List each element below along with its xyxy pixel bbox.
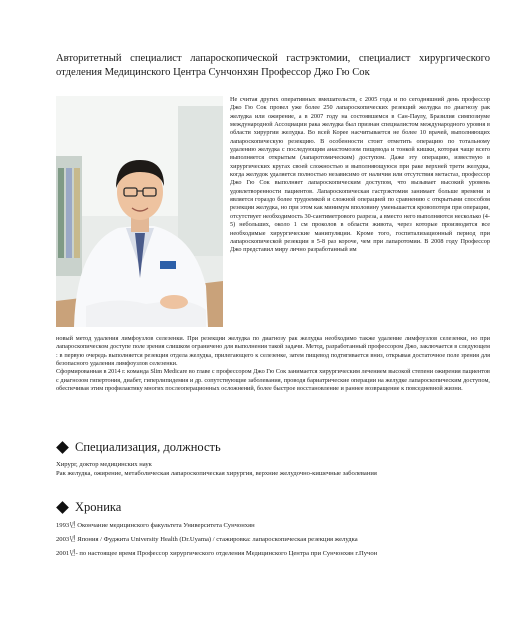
chronicle-heading-text: Хроника <box>75 500 122 514</box>
chronicle-year: 2001년 <box>56 550 76 557</box>
main-paragraph-side <box>230 96 490 255</box>
specialization-heading <box>56 440 221 455</box>
body-full-2: Сформированная в 2014 г. команда Slim Medicare во главе с профессором Джо Гю Сок занимается хирургическим лечением высокой степени ожирения пациентов с диагнозом гипертония, диабет, гиперлипидемия и др. сопутствующие заболевания, проводя бариатрические операции на желудке лапароскопическим доступом, обеспечивая этим профилактику многих послеоперационных осложнений, более быстрое восстановление и раннее возвращение к повседневной жизни. <box>56 368 490 393</box>
document-title: Авторитетный специалист лапароскопической гастрэктомии, специалист хирургического отделения Медицинского Центра Сунчонхян Профессор Джо Гю Сок <box>56 53 490 78</box>
chronicle-text: Япония / Фуджита University Health (Dr.Uyama) / стажировка: лапароскопическая резекция желудка <box>75 536 358 543</box>
doctor-photo <box>56 96 223 327</box>
chronicle-text: Окончание медицинского факультета Университета Сунчонхян <box>75 522 255 529</box>
diamond-bullet-icon <box>56 501 69 514</box>
body-full-1: новый метод удаления лимфоузлов селезенки. При резекции желудка по диагнозу рак желудка необходимо также удаление лимфоузлов селезенки, но при лапароскопическом доступе поле зрения слишком ограничено для выполнения такой задачи. Метод, разработанный профессором Джо, заключается в следующем : в первую очередь выполняется резекция отдела желудка, прилегающего к селезенке, затем пищевод подтягивается вниз, открывая достаточное поле зрения для безопасного удаления лимфоузлов селезенки. <box>56 335 490 368</box>
chronicle-item <box>56 535 490 544</box>
specialization-line-1: Хирург, доктор медицинских наук <box>56 461 152 468</box>
main-paragraph-full <box>56 335 490 393</box>
chronicle-item <box>56 549 490 558</box>
body-side-text: Не считая других оперативных вмешательств, с 2005 года и по сегодняшний день профессор Джо Гю Сок провел уже более 250 лапароскопических резекций желудка по диагнозу рак желудка или ожирение, а в 2007 году на состоявшемся в Сан-Паулу, Бразилия симпозиуме международной Ассоциации рака желудка был признан специалистом международного уровня в области хирургии желудка. Во всей Корее насчитывается не более 10 врачей, выполняющих лапароскопическую резекцию. В особенности стоит отметить операцию по тотальному удалению желудка с последующим анастомозом пищевода и тонкой кишки, которая чаще всего выполняется открытым (лапаротомическим) доступом. Даже эту операцию, известную в хирургических кругах своей сложностью и выполняющуюся при раке верхней трети желудка, когда желудок удаляется полностью независимо от наличия или отсутствия метастаз, профессор Джо Гю Сок выполняет лапароскопическим доступом, что вызывает высокий уровень удовлетворенности пациентов. Лапароскопическая гастрэктомия занимает больше времени и является гораздо более трудоемкой и сложной операцией по сравнению с открытыми способом резекции желудка, но при этом как минимум вполовину уменьшается кровопотеря при операции, отсутствует необходимость 30-сантиметрового разреза, а вместо него выполняются несколько (4-5) небольших, около 1 см проколов в области живота, через которые производятся все необходимые хирургические манипуляции. Кроме того, госпитализационный период при лапароскопической резекции в 5-8 раз короче, чем при лапаротомии. <box>230 96 490 245</box>
specialization-line-2: Рак желудка, ожирение, метаболическая лапароскопическая хирургия, верхние желудочно-кишечные заболевания <box>56 470 377 477</box>
chronicle-year: 2003년 <box>56 536 76 543</box>
diamond-bullet-icon <box>56 441 69 454</box>
body-side-tail: В 2008 году Профессор Джо представил миру лично разработанный им <box>230 237 490 254</box>
specialization-heading-text: Специализация, должность <box>75 440 221 454</box>
chronicle-text: - по настоящее время Профессор хирургического отделения Медицинского Центра при Сунчонхян г.Пучон <box>75 550 378 557</box>
chronicle-heading <box>56 500 121 515</box>
chronicle-item <box>56 521 490 530</box>
chronicle-year: 1993년 <box>56 522 76 529</box>
